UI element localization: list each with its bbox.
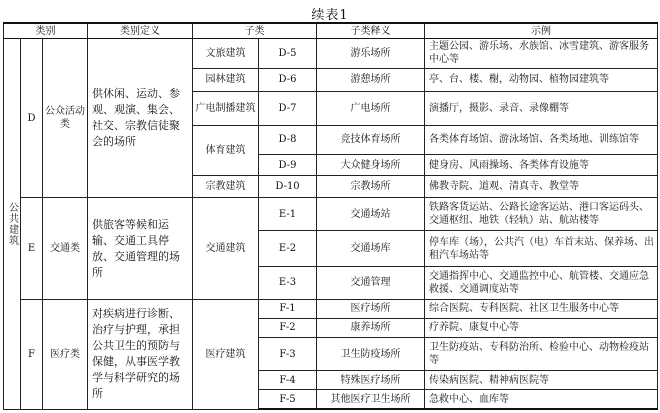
- subclass-code: F-5: [259, 390, 317, 409]
- subclass-code: D-8: [259, 125, 317, 155]
- type-name: 文旅建筑: [193, 39, 259, 69]
- example-cell: 各类体育场馆、游泳场馆、各类场地、训练馆等: [425, 125, 658, 155]
- subclass-meaning: 医疗场所: [317, 299, 425, 318]
- example-cell: 急救中心、血库等: [425, 390, 658, 409]
- subclass-meaning: 特殊医疗场所: [317, 371, 425, 390]
- table-row: [4, 299, 658, 318]
- top-category-cell: 公共建筑: [4, 39, 21, 410]
- subclass-meaning: 其他医疗卫生场所: [317, 390, 425, 409]
- example-cell: 传染病医院、精神病医院等: [425, 371, 658, 390]
- classification-table: [3, 22, 658, 410]
- table-row: [4, 39, 658, 69]
- subclass-code: D-9: [259, 155, 317, 176]
- group-code: D: [21, 39, 43, 198]
- example-cell: 综合医院、专科医院、社区卫生服务中心等: [425, 299, 658, 318]
- group-name: 交通类: [43, 198, 88, 299]
- example-cell: 亭、台、楼、榭，动物园、植物园建筑等: [425, 68, 658, 91]
- header-example: 示例: [425, 23, 658, 39]
- subclass-meaning: 游憩场所: [317, 68, 425, 91]
- table-title: 续表1: [311, 8, 349, 23]
- subclass-meaning: 宗教场所: [317, 176, 425, 198]
- subclass-code: F-4: [259, 371, 317, 390]
- table-row: [4, 198, 658, 231]
- subclass-code: E-3: [259, 266, 317, 299]
- subclass-code: D-7: [259, 91, 317, 125]
- subclass-meaning: 交通场库: [317, 231, 425, 267]
- subclass-code: D-10: [259, 176, 317, 198]
- subclass-code: D-6: [259, 68, 317, 91]
- type-name: 宗教建筑: [193, 176, 259, 198]
- header-definition: 类别定义: [88, 23, 193, 39]
- header-subclass: 子类: [193, 23, 317, 39]
- header-row: [4, 23, 658, 39]
- header-category: 类别: [4, 23, 88, 39]
- type-name: 广电制播建筑: [193, 91, 259, 125]
- group-definition: 对疾病进行诊断、治疗与护理，承担公共卫生的预防与保健，从事医学教学与科学研究的场所: [88, 299, 193, 409]
- group-definition: 供休闲、运动、参观、观演、集会、社交、宗教信徒聚会的场所: [88, 39, 193, 198]
- subclass-code: F-1: [259, 299, 317, 318]
- subclass-code: F-2: [259, 318, 317, 337]
- type-name: 体育建筑: [193, 125, 259, 176]
- subclass-meaning: 交通管理: [317, 266, 425, 299]
- type-name: 医疗建筑: [193, 299, 259, 409]
- type-name: 园林建筑: [193, 68, 259, 91]
- group-name: 医疗类: [43, 299, 88, 409]
- example-cell: 交通指挥中心、交通监控中心、航管楼、交通应急救援、交通调度站等: [425, 266, 658, 299]
- subclass-code: F-3: [259, 337, 317, 371]
- example-cell: 演播厅，摄影、录音、录像棚等: [425, 91, 658, 125]
- type-name: 交通建筑: [193, 198, 259, 299]
- group-code: F: [21, 299, 43, 409]
- example-cell: 健身房、风雨操场、各类体育设施等: [425, 155, 658, 176]
- subclass-meaning: 大众健身场所: [317, 155, 425, 176]
- subclass-code: D-5: [259, 39, 317, 69]
- example-cell: 疗养院、康复中心等: [425, 318, 658, 337]
- example-cell: 卫生防疫站、专科防治所、检验中心、动物检疫站等: [425, 337, 658, 371]
- subclass-code: E-1: [259, 198, 317, 231]
- subclass-meaning: 广电场所: [317, 91, 425, 125]
- example-cell: 佛教寺院、道观、清真寺、教堂等: [425, 176, 658, 198]
- subclass-meaning: 卫生防疫场所: [317, 337, 425, 371]
- example-cell: 停车库（场），公共汽（电）车首末站、保养场、出租汽车场站等: [425, 231, 658, 267]
- example-cell: 铁路客货运站、公路长途客运站、港口客运码头、交通枢纽、地铁（轻轨）站、航站楼等: [425, 198, 658, 231]
- subclass-meaning: 交通场站: [317, 198, 425, 231]
- subclass-meaning: 竞技体育场所: [317, 125, 425, 155]
- subclass-meaning: 康养场所: [317, 318, 425, 337]
- example-cell: 主题公园、游乐场、水族馆、冰雪建筑、游客服务中心等: [425, 39, 658, 69]
- header-subclass-meaning: 子类释义: [317, 23, 425, 39]
- subclass-code: E-2: [259, 231, 317, 267]
- group-definition: 供旅客等候和运输、交通工具停放、交通管理的场所: [88, 198, 193, 299]
- group-name: 公众活动类: [43, 39, 88, 198]
- subclass-meaning: 游乐场所: [317, 39, 425, 69]
- group-code: E: [21, 198, 43, 299]
